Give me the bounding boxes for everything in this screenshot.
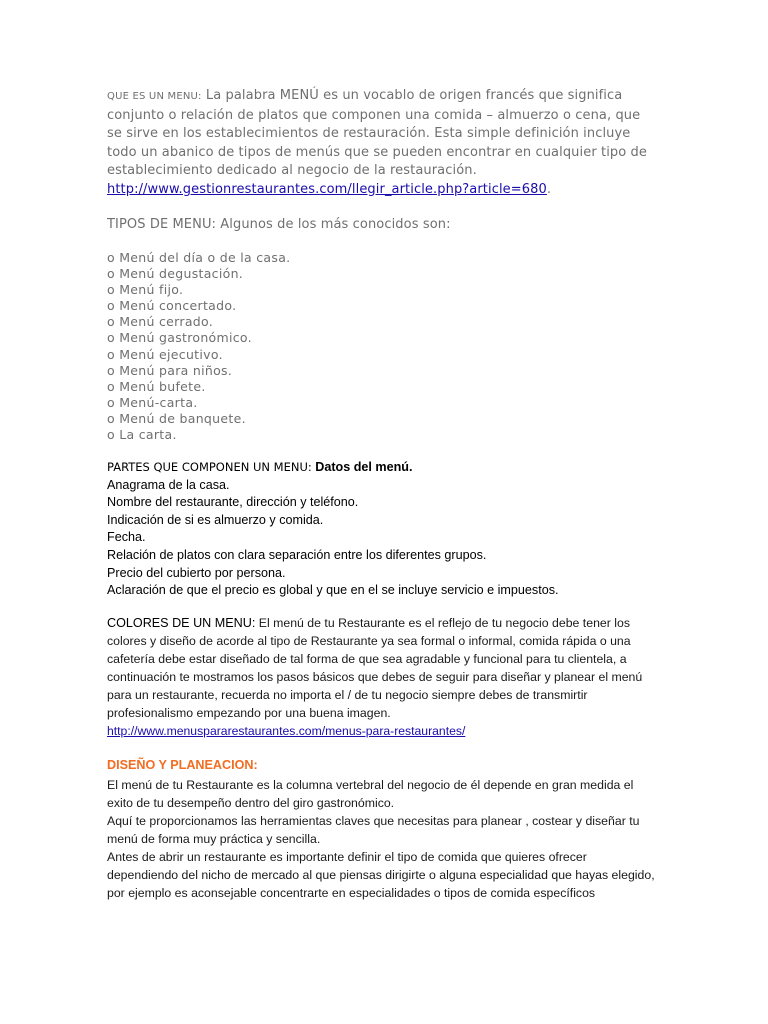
list-item: o Menú del día o de la casa. <box>107 250 291 265</box>
list-item: o Menú de banquete. <box>107 410 246 426</box>
design-section <box>107 776 657 902</box>
menu-parts-subheading: Datos del menú. <box>315 460 413 474</box>
list-item: o Menú concertado. <box>107 298 237 314</box>
design-paragraph: El menú de tu Restaurante es la columna vertebral del negocio de él depende en gran medida el exito de tu desempeño dentro del giro gastronómico. <box>107 778 634 810</box>
design-paragraph: Aquí te proporcionamos las herramientas claves que necesitas para planear , costear y diseñar tu menú de forma muy práctica y sencilla. <box>107 814 640 846</box>
menu-colors-text: El menú de tu Restaurante es el reflejo de tu negocio debe tener los colores y diseño de acorde al tipo de Restaurante ya sea formal o informal, comida rápida o una cafetería debe estar diseñado de tal forma de que sea agradable y funcional para tu clientela, a continuación te mostramos los pasos básicos que debes de seguir para diseñar y planear el menú para un restaurante, recuerda no importa el / de tu negocio siempre debes de transmirtir profesionalismo empezando por una buena imagen. <box>107 616 643 720</box>
menu-parts-heading: PARTES QUE COMPONEN UN MENU: <box>107 460 312 474</box>
menu-types-list <box>107 250 657 443</box>
menu-colors-heading: COLORES DE UN MENU: <box>107 616 256 630</box>
list-item: o Menú bufete. <box>107 378 206 394</box>
design-heading: DISEÑO Y PLANEACION: <box>107 758 258 772</box>
menu-parts-section <box>107 459 657 600</box>
list-item: o Menú para niños. <box>107 362 233 378</box>
list-item: Precio del cubierto por persona. <box>107 565 286 580</box>
menu-colors-section <box>107 614 657 740</box>
gestion-restaurantes-link[interactable]: http://www.gestionrestaurantes.com/llegir_article.php?article=680 <box>107 181 547 197</box>
list-item: Nombre del restaurante, dirección y teléfono. <box>107 495 359 510</box>
menu-definition-heading: QUE ES UN MENU: <box>107 91 202 102</box>
list-item: o Menú degustación. <box>107 266 244 282</box>
list-item: o Menú-carta. <box>107 394 198 410</box>
list-item: o Menú cerrado. <box>107 314 214 330</box>
list-item: o Menú ejecutivo. <box>107 346 223 362</box>
list-item: Fecha. <box>107 530 146 545</box>
list-item: Relación de platos con clara separación entre los diferentes grupos. <box>107 547 487 562</box>
menu-types-heading: TIPOS DE MENU: Algunos de los más conocidos son: <box>107 217 451 232</box>
list-item: o La carta. <box>107 427 177 443</box>
menus-para-restaurantes-link[interactable]: http://www.menuspararestaurantes.com/menus-para-restaurantes/ <box>107 724 466 738</box>
link-suffix: . <box>546 181 552 197</box>
list-item: Indicación de si es almuerzo y comida. <box>107 512 324 527</box>
list-item: o Menú fijo. <box>107 282 184 298</box>
menu-definition-text: La palabra MENÚ es un vocablo de origen francés que significa conjunto o relación de platos que componen una comida – almuerzo o cena, que se sirve en los establecimientos de restauración. Esta simple definición incluye todo un abanico de tipos de menús que se pueden encontrar en cualquier tipo de establecimiento dedicado al negocio de la restauración. <box>107 88 648 179</box>
list-item: Anagrama de la casa. <box>107 477 230 492</box>
menu-definition-section <box>107 87 657 200</box>
list-item: Aclaración de que el precio es global y que en el se incluye servicio e impuestos. <box>107 583 559 598</box>
list-item: o Menú gastronómico. <box>107 330 252 346</box>
design-paragraph: Antes de abrir un restaurante es importante definir el tipo de comida que quieres ofrecer dependiendo del nicho de mercado al que piensas dirigirte o alguna especialidad que hayas elegido, por ejemplo es aconsejable concentrarte en especialidades o tipos de comida específicos <box>107 850 655 900</box>
